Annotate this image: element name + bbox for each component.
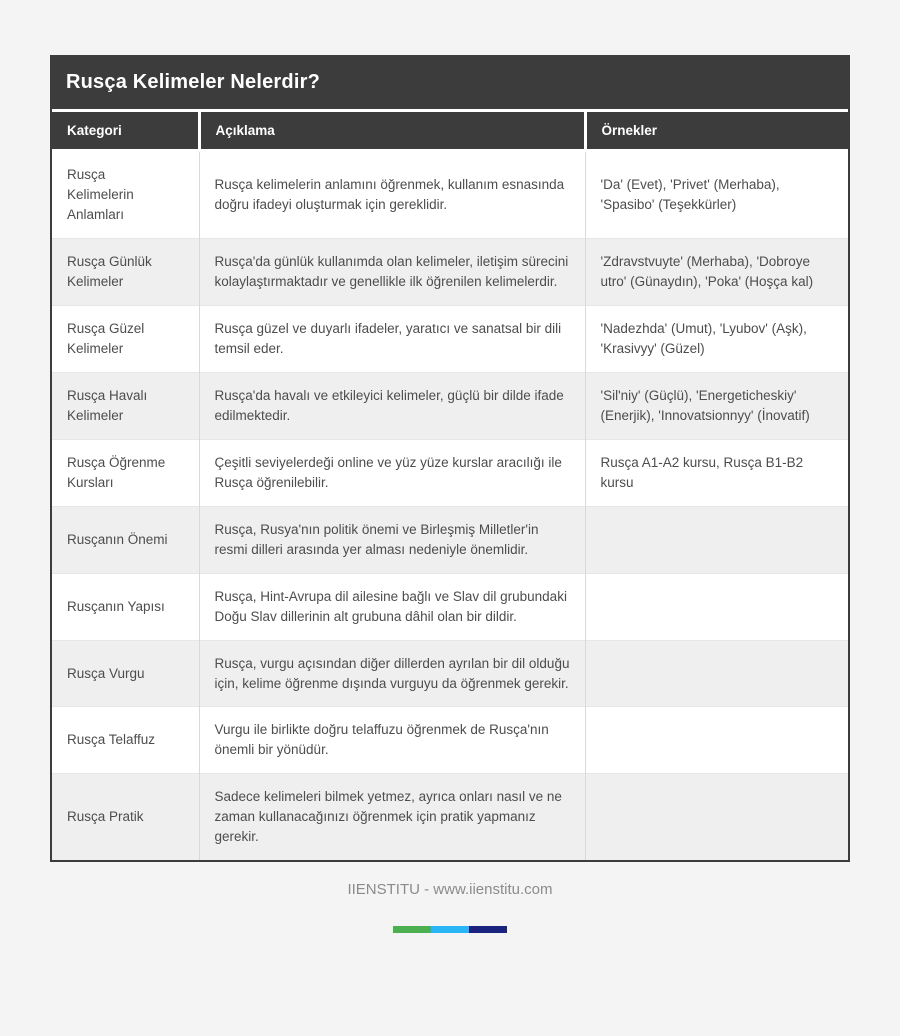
category-cell: Rusça Kelimelerin Anlamları bbox=[52, 151, 199, 239]
category-cell: Rusça Pratik bbox=[52, 774, 199, 860]
description-cell: Rusça kelimelerin anlamını öğrenmek, kullanım esnasında doğru ifadeyi oluşturmak için gereklidir. bbox=[199, 151, 585, 239]
table-card bbox=[50, 55, 850, 862]
table-row bbox=[52, 774, 848, 860]
examples-cell: 'Nadezhda' (Umut), 'Lyubov' (Aşk), 'Krasivyy' (Güzel) bbox=[585, 305, 848, 372]
category-cell: Rusça Güzel Kelimeler bbox=[52, 305, 199, 372]
description-cell: Çeşitli seviyelerdeği online ve yüz yüze kurslar aracılığı ile Rusça öğrenilebilir. bbox=[199, 439, 585, 506]
table-row bbox=[52, 238, 848, 305]
description-cell: Rusça, Rusya'nın politik önemi ve Birleşmiş Milletler'in resmi dilleri arasında yer alması nedeniyle önemlidir. bbox=[199, 506, 585, 573]
logo-strip-segment-green bbox=[393, 926, 431, 933]
table-row bbox=[52, 305, 848, 372]
category-cell: Rusça Günlük Kelimeler bbox=[52, 238, 199, 305]
brand-logo-strip bbox=[393, 926, 507, 933]
examples-cell: 'Sil'niy' (Güçlü), 'Energeticheskiy' (Enerjik), 'Innovatsionnyy' (İnovatif) bbox=[585, 372, 848, 439]
footer-credit: IIENSTITU - www.iienstitu.com bbox=[347, 881, 553, 899]
column-header-aciklama: Açıklama bbox=[199, 112, 585, 151]
category-cell: Rusçanın Önemi bbox=[52, 506, 199, 573]
column-header-ornekler: Örnekler bbox=[585, 112, 848, 151]
category-cell: Rusça Telaffuz bbox=[52, 707, 199, 774]
table-row bbox=[52, 439, 848, 506]
examples-cell: 'Da' (Evet), 'Privet' (Merhaba), 'Spasibo' (Teşekkürler) bbox=[585, 151, 848, 239]
examples-cell bbox=[585, 707, 848, 774]
table-header bbox=[52, 112, 848, 151]
category-cell: Rusçanın Yapısı bbox=[52, 573, 199, 640]
examples-cell bbox=[585, 506, 848, 573]
description-cell: Rusça güzel ve duyarlı ifadeler, yaratıcı ve sanatsal bir dili temsil eder. bbox=[199, 305, 585, 372]
examples-cell bbox=[585, 774, 848, 860]
table-row bbox=[52, 506, 848, 573]
examples-cell bbox=[585, 573, 848, 640]
description-cell: Rusça'da günlük kullanımda olan kelimeler, iletişim sürecini kolaylaştırmaktadır ve genellikle ilk öğrenilen kelimelerdir. bbox=[199, 238, 585, 305]
header-row bbox=[52, 112, 848, 151]
category-cell: Rusça Havalı Kelimeler bbox=[52, 372, 199, 439]
category-cell: Rusça Öğrenme Kursları bbox=[52, 439, 199, 506]
table-row bbox=[52, 640, 848, 707]
table-row bbox=[52, 707, 848, 774]
page-title: Rusça Kelimeler Nelerdir? bbox=[52, 57, 848, 109]
logo-strip-segment-navy bbox=[469, 926, 507, 933]
examples-cell: 'Zdravstvuyte' (Merhaba), 'Dobroye utro' (Günaydın), 'Poka' (Hoşça kal) bbox=[585, 238, 848, 305]
description-cell: Sadece kelimeleri bilmek yetmez, ayrıca onları nasıl ve ne zaman kullanacağınızı öğrenmek için pratik yapmanız gerekir. bbox=[199, 774, 585, 860]
description-cell: Vurgu ile birlikte doğru telaffuzu öğrenmek de Rusça'nın önemli bir yönüdür. bbox=[199, 707, 585, 774]
description-cell: Rusça'da havalı ve etkileyici kelimeler, güçlü bir dilde ifade edilmektedir. bbox=[199, 372, 585, 439]
description-cell: Rusça, vurgu açısından diğer dillerden ayrılan bir dil olduğu için, kelime öğrenme dışında vurguyu da öğrenmek gerekir. bbox=[199, 640, 585, 707]
table-row bbox=[52, 151, 848, 239]
logo-strip-segment-blue bbox=[431, 926, 469, 933]
column-header-kategori: Kategori bbox=[52, 112, 199, 151]
words-table bbox=[52, 112, 848, 860]
category-cell: Rusça Vurgu bbox=[52, 640, 199, 707]
table-row bbox=[52, 372, 848, 439]
table-body bbox=[52, 151, 848, 861]
description-cell: Rusça, Hint-Avrupa dil ailesine bağlı ve Slav dil grubundaki Doğu Slav dillerinin alt grubuna dâhil olan bir dildir. bbox=[199, 573, 585, 640]
examples-cell bbox=[585, 640, 848, 707]
examples-cell: Rusça A1-A2 kursu, Rusça B1-B2 kursu bbox=[585, 439, 848, 506]
table-row bbox=[52, 573, 848, 640]
